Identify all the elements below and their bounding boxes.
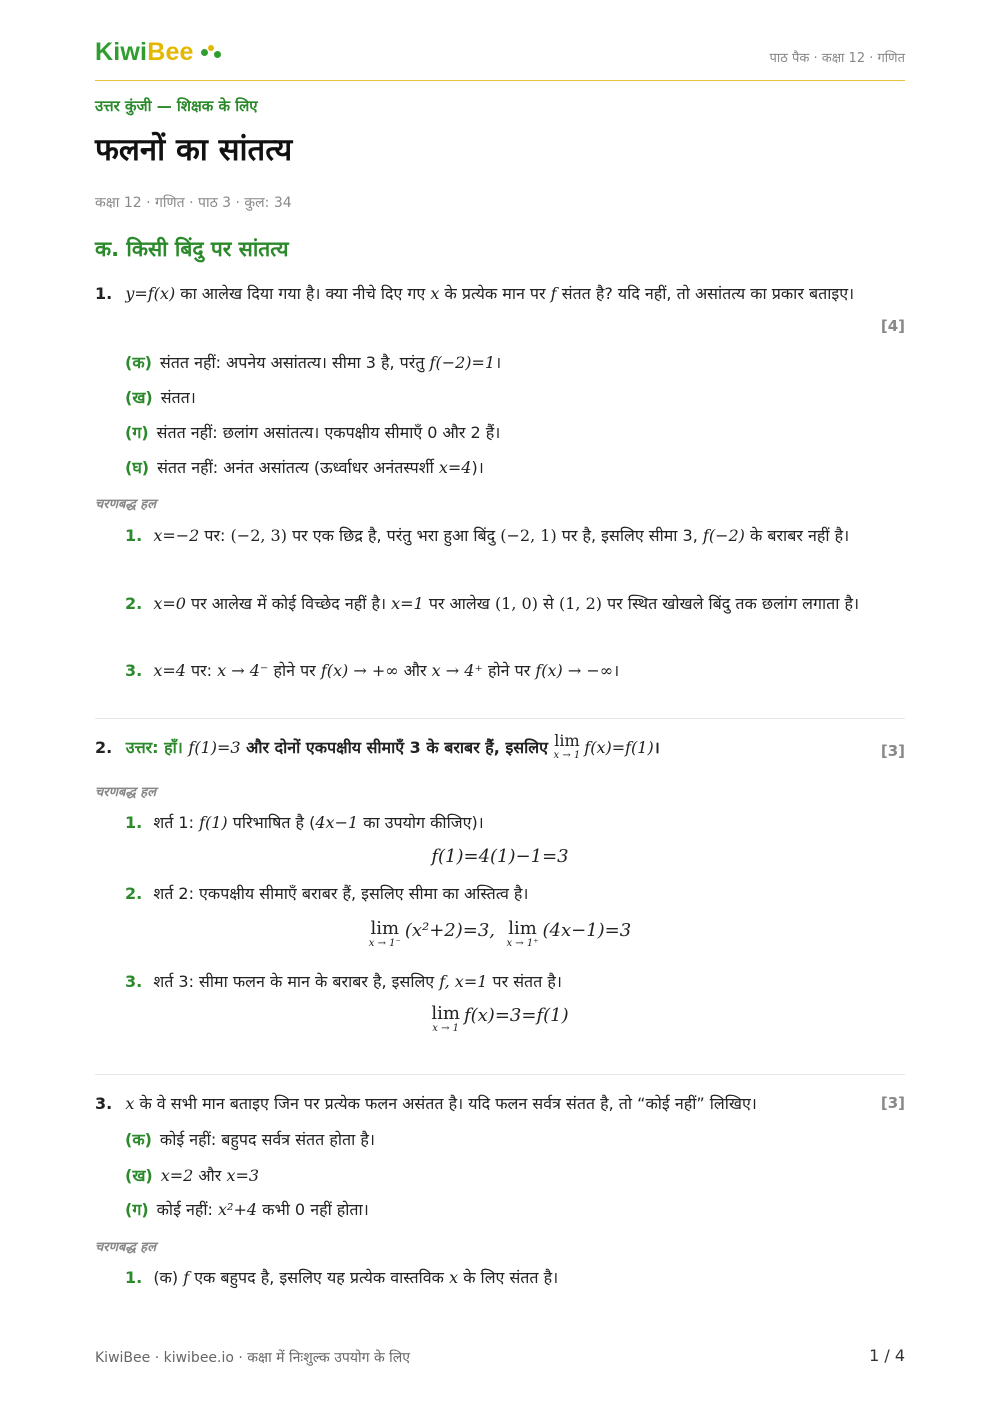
document-meta: कक्षा 12 · गणित · पाठ 3 · कुल: 34 xyxy=(95,195,292,211)
marks-badge: [3] xyxy=(880,742,905,760)
question-1: 1. y=f(x) का आलेख दिया गया है। क्या नीचे दिए गए x के प्रत्येक मान पर f संतत है? यदि नहीं, तो असांतत्य का प्रकार बताइए। xyxy=(95,284,855,303)
steps-heading: चरणबद्ध हल xyxy=(95,1240,157,1255)
answer-option: (क) संतत नहीं: अपनेय असांतत्य। सीमा 3 है, परंतु f(−2)=1। xyxy=(125,353,502,372)
page-title: फलनों का सांतत्य xyxy=(95,132,293,168)
solution-step: 3. x=4 पर: x → 4⁻ होने पर f(x) → +∞ और x → 4⁺ होने पर f(x) → −∞। xyxy=(125,661,620,680)
question-2: 2. उत्तर: हाँ। f(1)=3 और दोनों एकपक्षीय सीमाएँ 3 के बराबर हैं, इसलिए lim x → 1 f(x)=f(1)। xyxy=(95,731,660,761)
steps-heading: चरणबद्ध हल xyxy=(95,497,157,512)
answer-option: (ग) संतत नहीं: छलांग असांतत्य। एकपक्षीय सीमाएँ 0 और 2 हैं। xyxy=(125,423,501,442)
footer-text: KiwiBee · kiwibee.io · कक्षा में निःशुल्क उपयोग के लिए xyxy=(95,1350,411,1366)
equation: f(1)=4(1)−1=3 xyxy=(431,846,569,867)
answer-option: (घ) संतत नहीं: अनंत असांतत्य (ऊर्ध्वाधर अनंतस्पर्शी x=4)। xyxy=(125,458,484,477)
solution-step: 1. (क) f एक बहुपद है, इसलिए यह प्रत्येक वास्तविक x के लिए संतत है। xyxy=(125,1268,559,1287)
question-number: 1. xyxy=(95,284,113,303)
page-header xyxy=(95,36,905,81)
divider xyxy=(95,1074,905,1075)
answer-option: (ग) कोई नहीं: x²+4 कभी 0 नहीं होता। xyxy=(125,1200,369,1219)
section-heading: क. किसी बिंदु पर सांतत्य xyxy=(95,237,289,261)
answer-option: (क) कोई नहीं: बहुपद सर्वत्र संतत होता है। xyxy=(125,1130,375,1149)
divider xyxy=(95,718,905,719)
header-breadcrumb: पाठ पैक · कक्षा 12 · गणित xyxy=(769,51,905,66)
answer-key-label: उत्तर कुंजी — शिक्षक के लिए xyxy=(95,97,258,115)
marks-badge: [3] xyxy=(880,1094,905,1112)
answer-label: उत्तर: हाँ। xyxy=(125,738,183,757)
answer-option: (ख) संतत। xyxy=(125,388,196,407)
logo-dots-icon xyxy=(201,45,221,59)
page-number: 1 / 4 xyxy=(869,1346,905,1365)
solution-step: 2. x=0 पर आलेख में कोई विच्छेद नहीं है। x=1 पर आलेख (1, 0) से (1, 2) पर स्थित खोखले बिंदु तक छलांग लगाता है। xyxy=(125,594,860,613)
kiwibee-logo: KiwiBee xyxy=(95,38,194,66)
solution-step: 3. शर्त 3: सीमा फलन के मान के बराबर है, इसलिए f, x=1 पर संतत है। xyxy=(125,972,562,991)
worksheet-page xyxy=(95,0,905,1413)
solution-step: 1. x=−2 पर: (−2, 3) पर एक छिद्र है, परंतु भरा हुआ बिंदु (−2, 1) पर है, इसलिए सीमा 3, f(−2) के बराबर नहीं है। xyxy=(125,526,850,545)
answer-option: (ख) x=2 और x=3 xyxy=(125,1166,260,1185)
equation: lim x → 1⁻ (x²+2)=3, lim x → 1⁺ (4x−1)=3 xyxy=(368,918,632,949)
solution-step: 1. शर्त 1: f(1) परिभाषित है (4x−1 का उपयोग कीजिए)। xyxy=(125,813,484,832)
marks-badge: [4] xyxy=(880,317,905,335)
question-3: 3. x के वे सभी मान बताइए जिन पर प्रत्येक फलन असंतत है। यदि फलन सर्वत्र संतत है, तो “कोई नहीं” लिखिए। xyxy=(95,1094,757,1113)
equation: lim x → 1 f(x)=3=f(1) xyxy=(431,1003,569,1034)
steps-heading: चरणबद्ध हल xyxy=(95,785,157,800)
solution-step: 2. शर्त 2: एकपक्षीय सीमाएँ बराबर हैं, इसलिए सीमा का अस्तित्व है। xyxy=(125,884,529,903)
